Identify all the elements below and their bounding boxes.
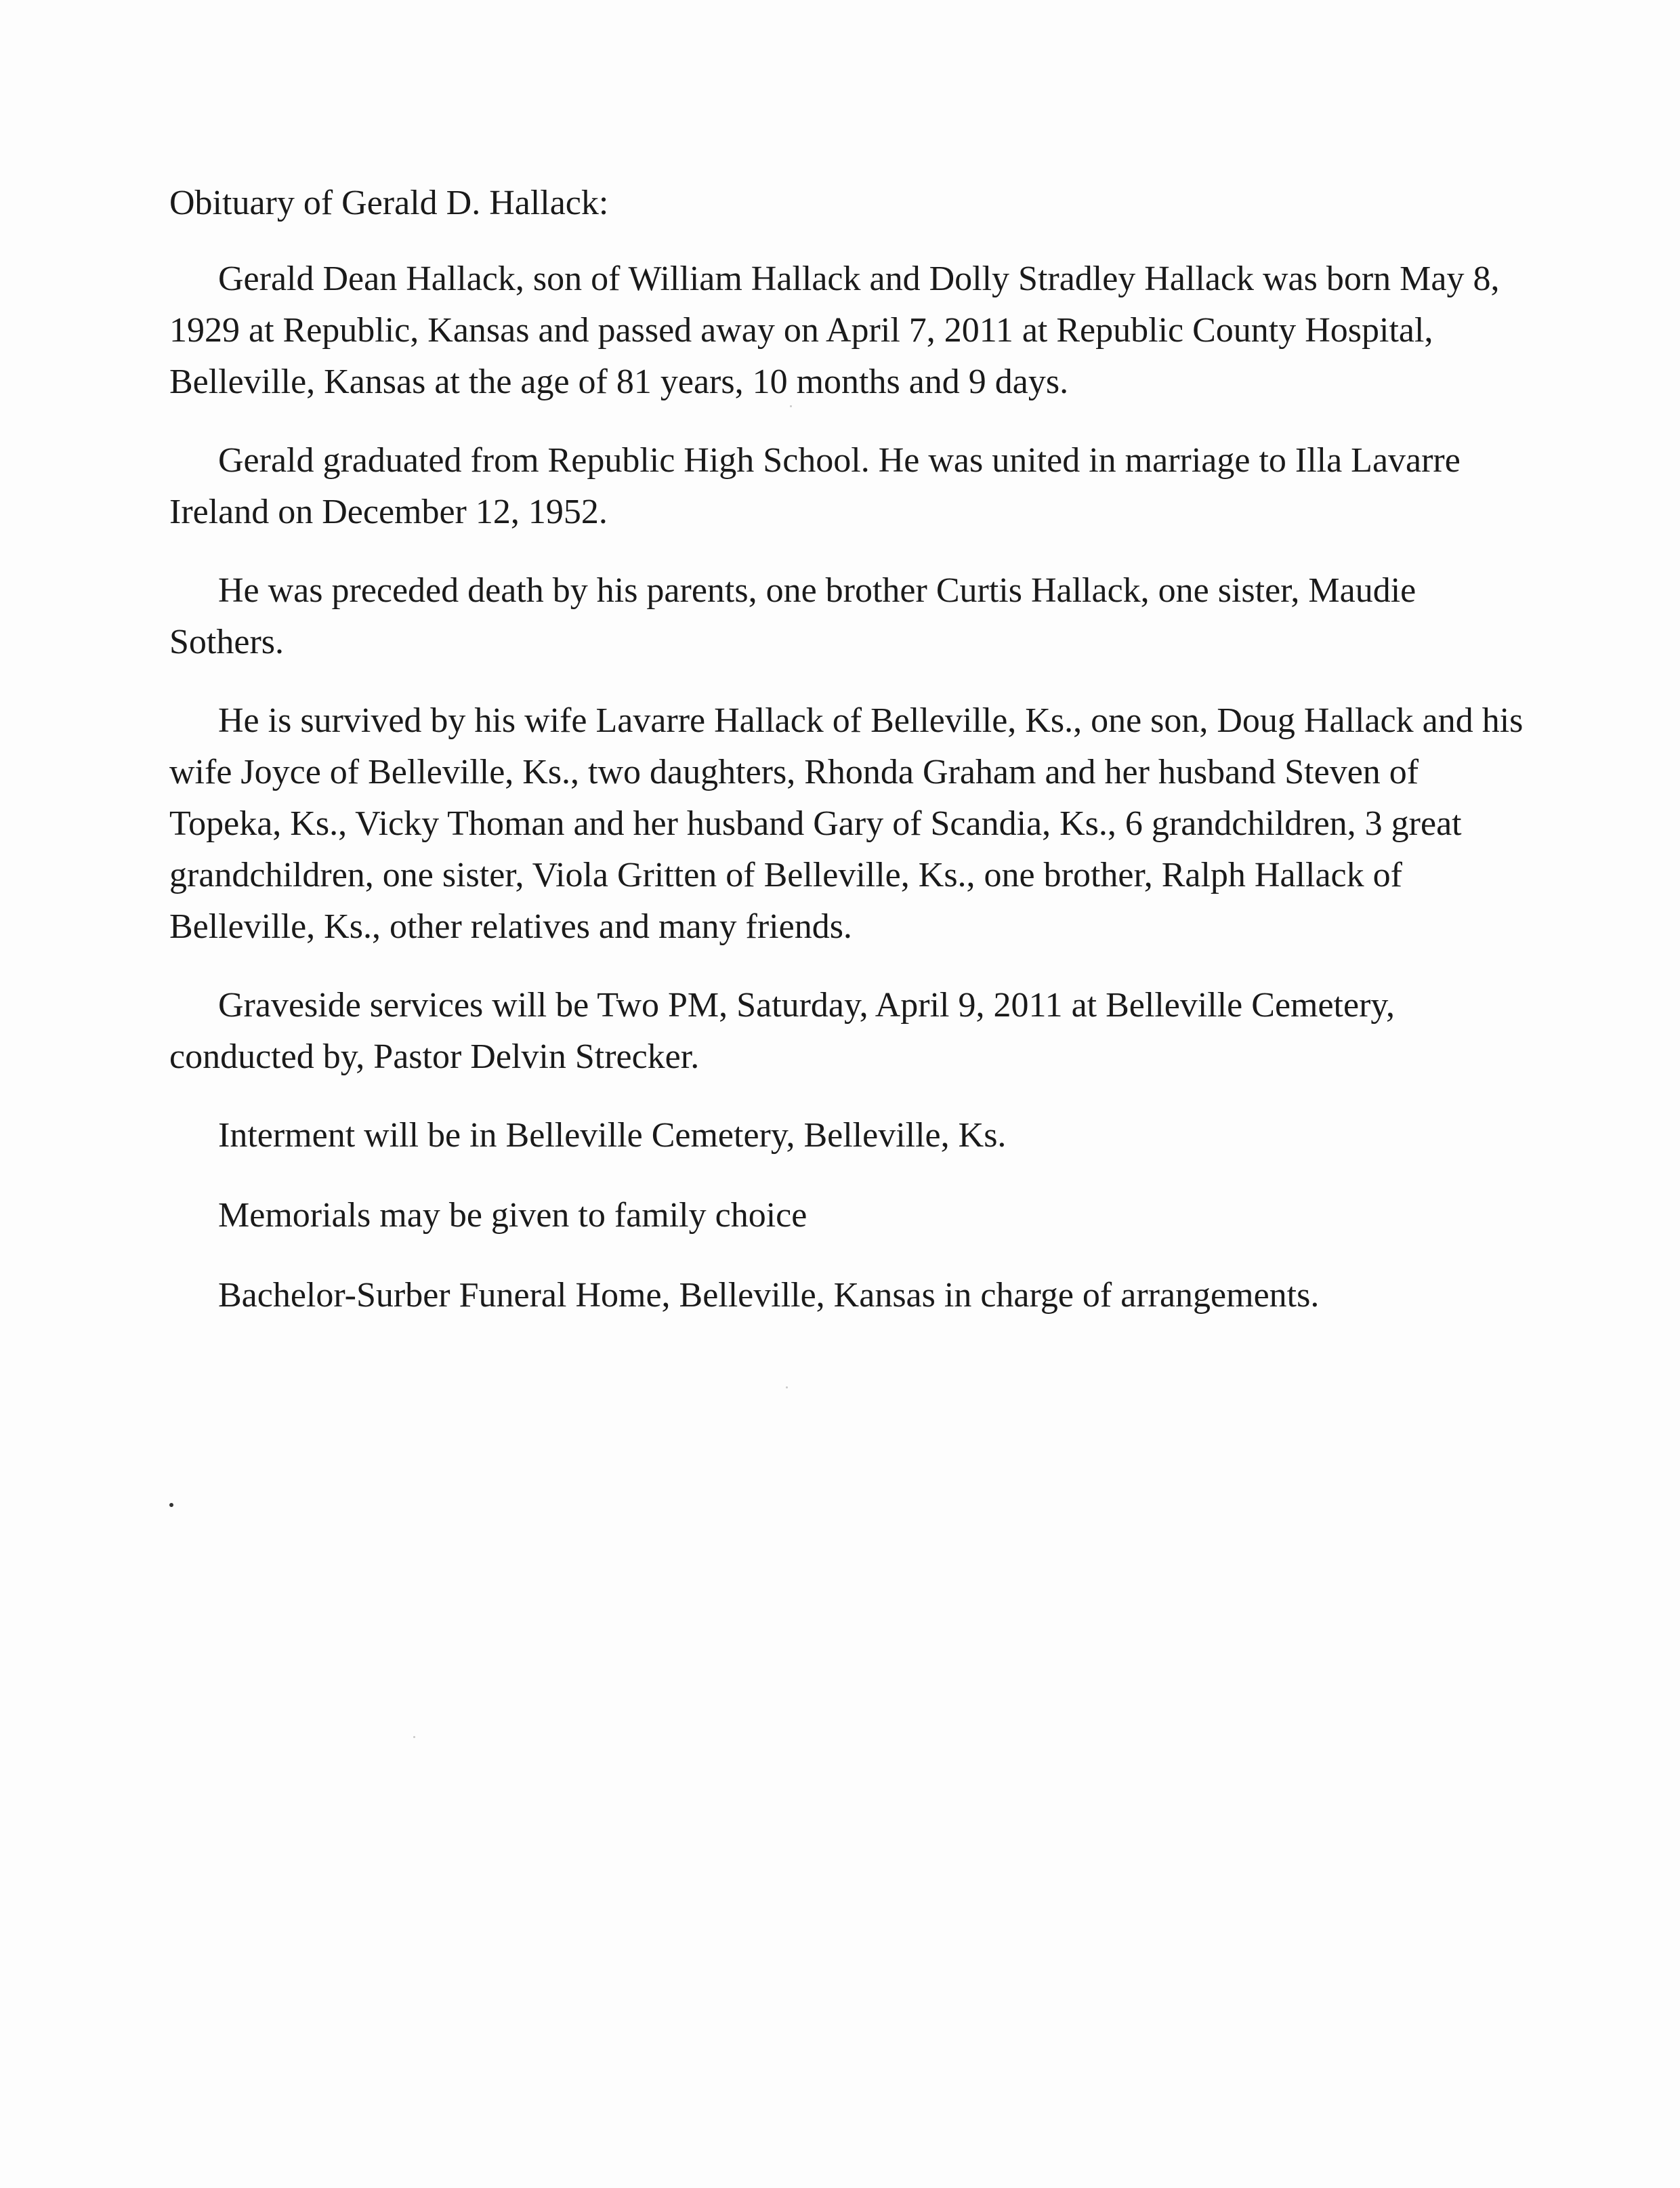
paragraph-birth-death: Gerald Dean Hallack, son of William Hallack and Dolly Stradley Hallack was born May 8, 1929 at Republic, Kansas and passed away on April 7, 2011 at Republic County Hospital, Belleville, Kansas at the age of 81 years, 10 months and 9 days. <box>169 260 1500 401</box>
stray-mark <box>169 1503 173 1507</box>
paragraph-interment: Interment will be in Belleville Cemetery, Belleville, Ks. <box>218 1116 1007 1155</box>
obituary-document <box>169 178 1524 1350</box>
scan-speck <box>786 1386 788 1388</box>
scan-speck <box>413 1736 415 1738</box>
scan-speck <box>790 405 792 407</box>
paragraph-preceded-in-death: He was preceded death by his parents, one brother Curtis Hallack, one sister, Maudie Sothers. <box>169 571 1416 661</box>
document-title: Obituary of Gerald D. Hallack: <box>169 184 609 222</box>
paragraph-survivors: He is survived by his wife Lavarre Hallack of Belleville, Ks., one son, Doug Hallack and his wife Joyce of Belleville, Ks., two daughters, Rhonda Graham and her husband Steven of Topeka, Ks., Vicky Thoman and her husband Gary of Scandia, Ks., 6 grandchildren, 3 great grandchildren, one sister, Viola Gritten of Belleville, Ks., one brother, Ralph Hallack of Belleville, Ks., other relatives and many friends. <box>169 701 1524 946</box>
paragraph-memorials: Memorials may be given to family choice <box>218 1196 807 1235</box>
paragraph-education-marriage: Gerald graduated from Republic High School. He was united in marriage to Illa Lavarre Ireland on December 12, 1952. <box>169 441 1461 531</box>
paragraph-funeral-home: Bachelor-Surber Funeral Home, Belleville, Kansas in charge of arrangements. <box>218 1276 1320 1315</box>
paragraph-services: Graveside services will be Two PM, Saturday, April 9, 2011 at Belleville Cemetery, conducted by, Pastor Delvin Strecker. <box>169 986 1395 1076</box>
